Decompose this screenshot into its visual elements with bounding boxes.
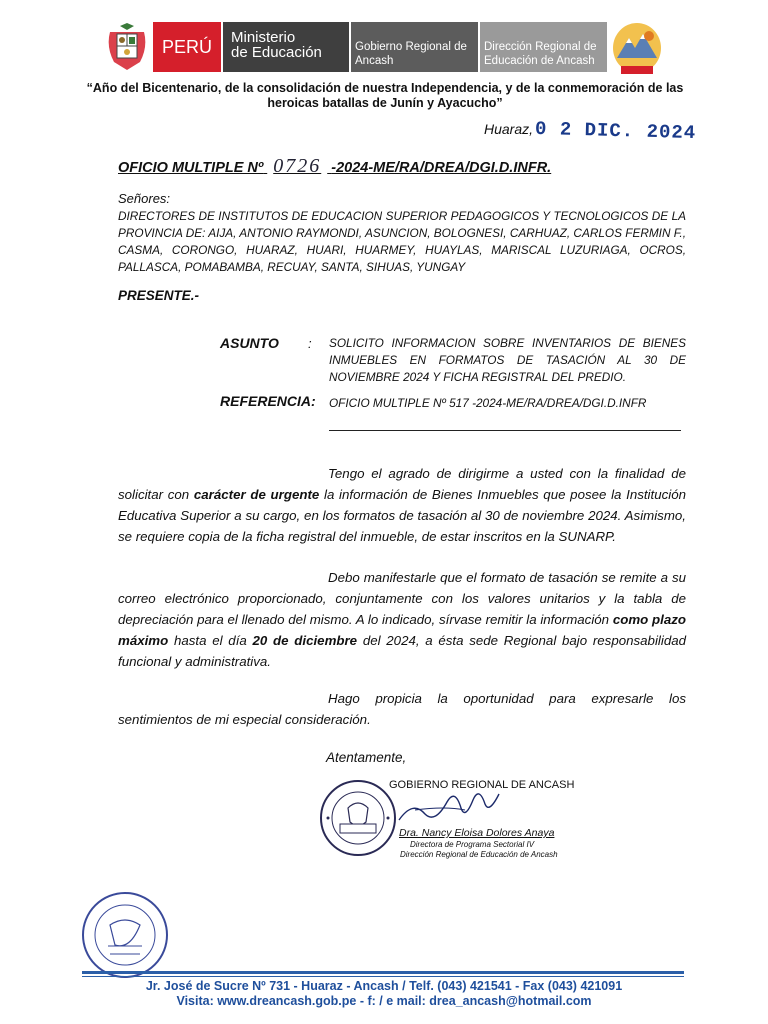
closing: Atentamente, <box>326 750 407 765</box>
signatory-name: Dra. Nancy Eloisa Dolores Anaya <box>399 827 555 839</box>
ministry-label-line1: Ministerio <box>231 29 296 46</box>
ministry-label-line2: de Educación <box>231 44 322 61</box>
referencia-value: OFICIO MULTIPLE Nº 517 -2024-ME/RA/DREA/DGI.D.INFR <box>329 396 647 410</box>
place: Huaraz, <box>484 121 534 137</box>
date-stamp: 0 2 DIC. 2024 <box>534 117 697 145</box>
oficio-suffix: -2024-ME/RA/DREA/DGI.D.INFR. <box>331 160 552 176</box>
regional-directorate-line1: Dirección Regional de <box>484 41 597 53</box>
body-p2-bold-2: 20 de diciembre <box>252 633 358 648</box>
body-p3-text: Hago propicia la oportunidad para expresarle los sentimientos de mi especial consideración. <box>118 691 686 727</box>
referencia-underline <box>329 430 681 431</box>
body-paragraph-2 <box>118 567 686 672</box>
recipients: DIRECTORES DE INSTITUTOS DE EDUCACION SUPERIOR PEDAGOGICOS Y TECNOLOGICOS DE LA PROVINCIA DE: AIJA, ANTONIO RAYMONDI, ASUNCION, BOLOGNESI, CARHUAZ, CARLOS FERMIN F., CASMA, CORONGO, HUARAZ, HUARI, HUARMEY, HUAYLAS, MARISCAL LUZURIAGA, OCROS, PALLASCA, POMABAMBA, RECUAY, SANTA, SIHUAS, YUNGAY <box>118 209 686 274</box>
oficio-title <box>118 155 551 178</box>
presente: PRESENTE.- <box>118 288 200 303</box>
body-p1-text-b: la información de Bienes Inmuebles que posee la Institución Educativa Superior a su cargo, en los formatos de tasación al 30 de noviembre 2024. Asimismo, se requiere copia de la ficha registral del inmueble, de estar inscritos en la SUNARP. <box>118 487 686 544</box>
body-p2-text-b: hasta el día <box>168 633 253 648</box>
regional-government-line1: Gobierno Regional de <box>355 41 467 53</box>
regional-directorate-label <box>480 22 607 72</box>
footer-contact: Visita: www.dreancash.gob.pe - f: / e mail: drea_ancash@hotmail.com <box>176 994 592 1008</box>
asunto-colon: : <box>308 336 312 351</box>
reception-seal <box>80 890 170 980</box>
ministry-round-seal <box>318 778 398 858</box>
ministry-label <box>223 22 349 72</box>
oficio-prefix: OFICIO MULTIPLE Nº <box>118 160 264 176</box>
footer-rule <box>82 971 684 974</box>
drea-ancash-logo <box>611 22 663 78</box>
year-motto: “Año del Bicentenario, de la consolidación de nuestra Independencia, y de la conmemoración de las heroicas batallas de Junín y Ayacucho” <box>86 81 684 110</box>
oficio-number: 0726 <box>273 155 322 177</box>
regional-government-label <box>351 22 478 72</box>
footer-address: Jr. José de Sucre Nº 731 - Huaraz - Ancash / Telf. (043) 421541 - Fax (043) 421091 <box>145 979 623 993</box>
asunto-value: SOLICITO INFORMACION SOBRE INVENTARIOS DE BIENES INMUEBLES EN FORMATOS DE TASACIÓN AL 30 DE NOVIEMBRE 2024 Y FICHA REGISTRAL DEL PREDIO. <box>329 336 686 384</box>
body-p2-text-a: Debo manifestarle que el formato de tasación se remite a su correo electrónico proporcionado, conjuntamente con los valores unitarios y la tabla de depreciación para el llenado del mismo. A lo indicado, sírvase remitir la información <box>118 570 686 627</box>
body-p1-text-a: Tengo el agrado de dirigirme a usted con la finalidad de solicitar con <box>118 466 686 502</box>
body-paragraph-1 <box>118 463 686 547</box>
peru-coat-of-arms <box>104 22 150 72</box>
asunto-label: ASUNTO <box>220 335 279 351</box>
body-p1-bold: carácter de urgente <box>193 487 320 502</box>
salutation: Señores: <box>118 191 171 206</box>
footer-rule-thin <box>82 976 684 977</box>
body-paragraph-3 <box>118 688 686 730</box>
signature-organization: GOBIERNO REGIONAL DE ANCASH <box>389 779 575 791</box>
signatory-role: Directora de Programa Sectorial IV <box>410 840 535 849</box>
regional-directorate-line2: Educación de Ancash <box>484 55 595 67</box>
referencia-label: REFERENCIA: <box>220 393 316 409</box>
body-p2-text-c: del 2024, a ésta sede Regional bajo responsabilidad funcional y administrativa. <box>118 633 687 669</box>
signatory-office: Dirección Regional de Educación de Ancash <box>400 850 558 859</box>
regional-government-line2: Ancash <box>355 55 394 67</box>
peru-label: PERÚ <box>153 22 221 72</box>
body-p2-bold-1: como plazo máximo <box>118 612 686 648</box>
